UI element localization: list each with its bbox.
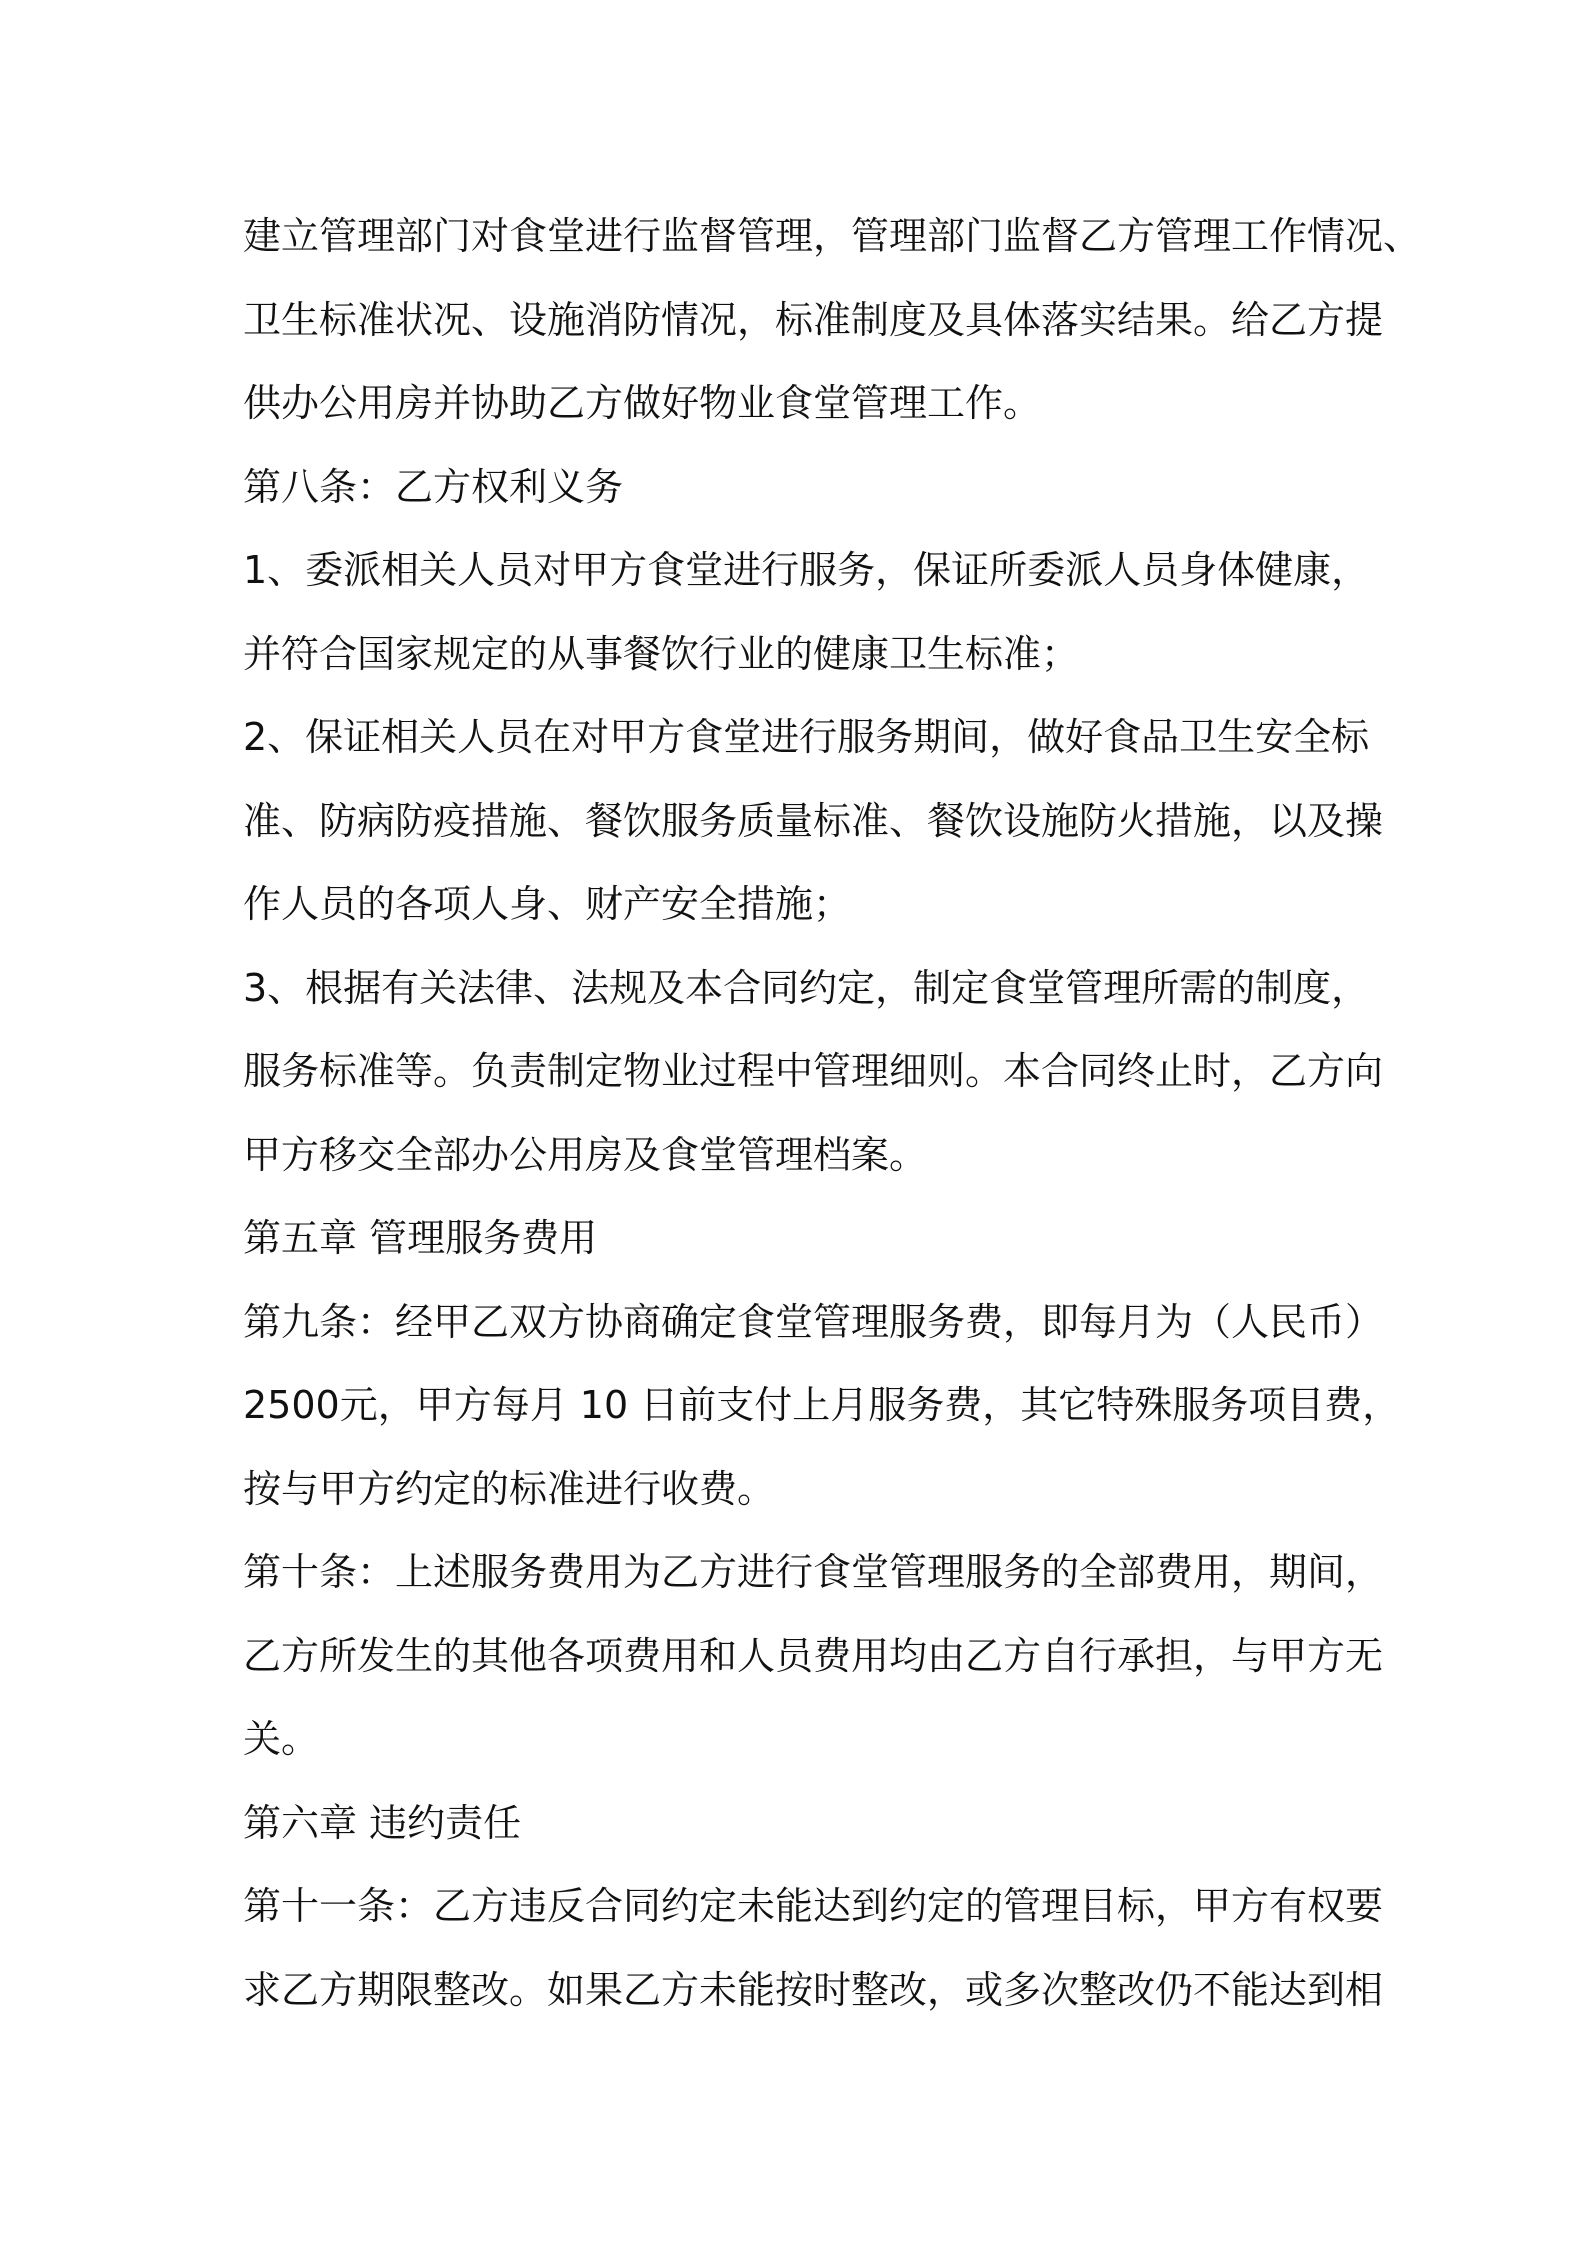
text-line: 2、保证相关人员在对甲方食堂进行服务期间，做好食品卫生安全标 <box>243 715 1370 759</box>
text-line: 求乙方期限整改。如果乙方未能按时整改，或多次整改仍不能达到相 <box>243 1967 1384 2012</box>
text-line: 第九条：经甲乙双方协商确定食堂管理服务费，即每月为（人民币） <box>243 1299 1384 1344</box>
text-line: 甲方移交全部办公用房及食堂管理档案。 <box>243 1132 928 1177</box>
text-line: 并符合国家规定的从事餐饮行业的健康卫生标准； <box>243 631 1080 676</box>
text-line: 关。 <box>243 1717 320 1761</box>
document-body <box>243 195 1422 2032</box>
text-line: 第十一条：乙方违反合同约定未能达到约定的管理目标，甲方有权要 <box>243 1884 1384 1928</box>
text-line: 2500元，甲方每月 10 日前支付上月服务费，其它特殊服务项目费， <box>243 1383 1401 1427</box>
text-line: 按与甲方约定的标准进行收费。 <box>243 1466 776 1511</box>
text-line: 准、防病防疫措施、餐饮服务质量标准、餐饮设施防火措施，以及操 <box>243 798 1384 843</box>
section-heading: 第八条：乙方权利义务 <box>243 464 624 509</box>
text-line: 作人员的各项人身、财产安全措施； <box>243 882 852 926</box>
text-line: 乙方所发生的其他各项费用和人员费用均由乙方自行承担，与甲方无 <box>243 1633 1384 1678</box>
chapter-heading: 第五章 管理服务费用 <box>243 1216 598 1260</box>
text-line: 服务标准等。负责制定物业过程中管理细则。本合同终止时，乙方向 <box>243 1049 1384 1093</box>
text-line: 卫生标准状况、设施消防情况，标准制度及具体落实结果。给乙方提 <box>243 297 1384 342</box>
chapter-heading: 第六章 违约责任 <box>243 1800 522 1845</box>
text-line: 供办公用房并协助乙方做好物业食堂管理工作。 <box>243 381 1042 425</box>
text-line: 1、委派相关人员对甲方食堂进行服务，保证所委派人员身体健康， <box>243 548 1370 592</box>
text-line: 建立管理部门对食堂进行监督管理，管理部门监督乙方管理工作情况、 <box>243 214 1422 258</box>
text-line: 3、根据有关法律、法规及本合同约定，制定食堂管理所需的制度， <box>243 965 1370 1010</box>
text-line: 第十条：上述服务费用为乙方进行食堂管理服务的全部费用，期间， <box>243 1550 1384 1594</box>
